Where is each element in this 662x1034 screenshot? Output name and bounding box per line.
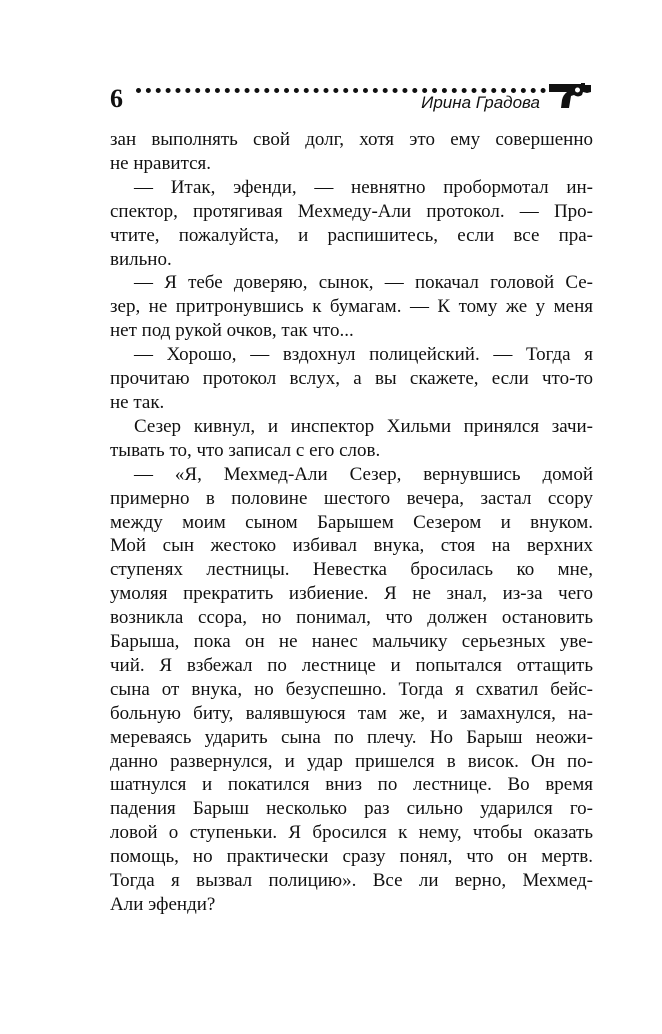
- running-header: [110, 76, 595, 120]
- text-line: сына от внука, но безуспешно. Тогда я схватил бейс-: [110, 678, 593, 700]
- text-line: не нравится.: [110, 152, 212, 174]
- text-line: — Я тебе доверяю, сынок, — покачал головой Се-: [134, 272, 593, 294]
- text-line: вильно.: [110, 248, 172, 270]
- text-line: — Итак, эфенди, — невнятно пробормотал ин-: [134, 176, 593, 198]
- author-name: Ирина Градова: [421, 93, 540, 112]
- text-line: помощь, но практически сразу понял, что он мертв.: [110, 846, 593, 868]
- text-line: Тогда я вызвал полицию». Все ли верно, Мехмед-: [110, 870, 593, 892]
- text-line: спектор, протягивая Мехмеду-Али протокол. — Про-: [110, 200, 593, 222]
- text-line: нет под рукой очков, так что...: [110, 320, 354, 342]
- text-line: зан выполнять свой долг, хотя это ему совершенно: [110, 129, 593, 150]
- text-line: — «Я, Мехмед-Али Сезер, вернувшись домой: [134, 463, 593, 485]
- text-line: тывать то, что записал с его слов.: [110, 439, 381, 461]
- text-line: прочитаю протокол вслух, а вы скажете, если что-то: [110, 368, 593, 390]
- text-line: Али эфенди?: [110, 894, 216, 915]
- text-line: не так.: [110, 391, 165, 413]
- text-line: ступенях лестницы. Невестка бросилась ко мне,: [110, 559, 593, 581]
- text-line: чтите, пожалуйста, и распишитесь, если все пра-: [110, 224, 593, 246]
- text-line: Сезер кивнул, и инспектор Хильми принялся зачи-: [134, 415, 593, 437]
- text-line: примерно в половине шестого вечера, застал ссору: [110, 487, 593, 509]
- text-line: Мой сын жестоко избивал внука, стоя на верхних: [110, 535, 593, 557]
- text-line: возникла ссора, но понимал, что должен остановить: [110, 607, 593, 629]
- text-line: шатнулся и покатился вниз по лестнице. Во время: [110, 774, 593, 796]
- text-line: мереваясь ударить сына по плечу. Но Барыш неожи-: [110, 726, 593, 748]
- text-line: зер, не притронувшись к бумагам. — К тому же у меня: [110, 296, 593, 318]
- revolver-icon: [547, 80, 595, 110]
- text-line: между моим сыном Барышем Сезером и внуком.: [110, 511, 593, 533]
- text-line: Барыша, пока он не нанес мальчику серьезных уве-: [110, 631, 593, 653]
- text-line: — Хорошо, — вздохнул полицейский. — Тогда я: [134, 344, 593, 366]
- text-line: больную биту, валявшуюся там же, и замахнулся, на-: [110, 702, 593, 724]
- text-line: падения Барыш несколько раз сильно ударился го-: [110, 798, 593, 820]
- text-line: данно развернулся, и удар пришелся в висок. Он по-: [110, 750, 593, 772]
- page-number: 6: [110, 84, 123, 113]
- text-line: чий. Я взбежал по лестнице и попытался оттащить: [110, 654, 593, 676]
- body-text: [110, 128, 593, 917]
- text-line: умоляя прекратить избиение. Я не знал, из-за чего: [110, 583, 593, 605]
- text-line: ловой о ступеньки. Я бросился к нему, чтобы оказать: [110, 822, 593, 844]
